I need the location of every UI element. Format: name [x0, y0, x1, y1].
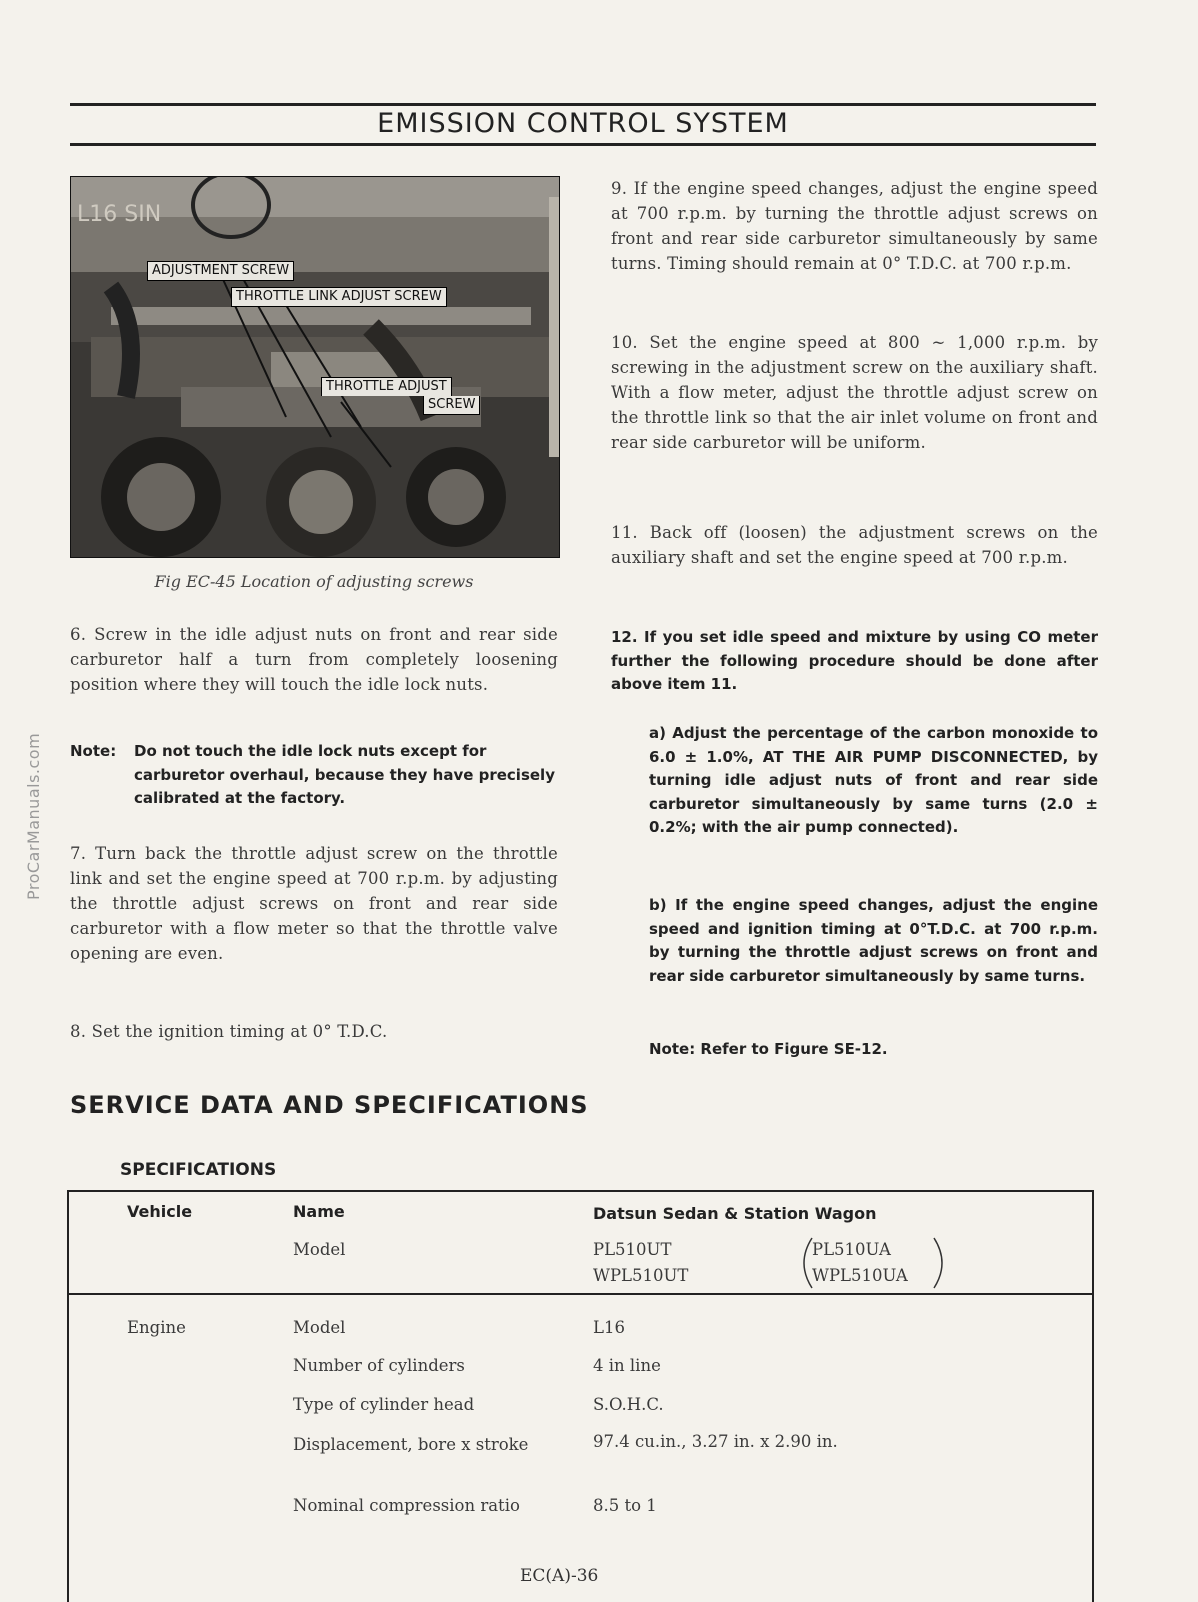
specifications-heading: SPECIFICATIONS [120, 1160, 277, 1180]
engine-row-value: 4 in line [593, 1356, 661, 1375]
carburetor-photo [71, 177, 559, 557]
model-value-b2: WPL510UA [812, 1266, 908, 1285]
figure-photo [70, 176, 560, 558]
engine-row-label: Number of cylinders [293, 1356, 465, 1375]
step-12: 12. If you set idle speed and mixture by using CO meter further the following procedure should be done after above item 11. [611, 628, 1098, 693]
engine-row-value: S.O.H.C. [593, 1395, 664, 1414]
name-value: Datsun Sedan & Station Wagon [593, 1204, 877, 1223]
step-10: 10. Set the engine speed at 800 ~ 1,000 r.p.m. by screwing in the adjustment screw on the auxiliary shaft. With a flow meter, adjust the throttle adjust screw on the throttle link so that the air inlet volume on front and rear side carburetor will be uniform. [611, 333, 1098, 452]
callout-throttle-adjust: THROTTLE ADJUST [321, 377, 452, 396]
name-label: Name [293, 1202, 345, 1221]
section-heading: SERVICE DATA AND SPECIFICATIONS [70, 1091, 589, 1119]
model-value-b1: PL510UA [812, 1240, 891, 1259]
engraving-text: L16 SIN [77, 202, 162, 227]
callout-throttle-link-adjust-screw: THROTTLE LINK ADJUST SCREW [231, 287, 447, 307]
note-refer-figure: Note: Refer to Figure SE-12. [649, 1040, 888, 1058]
page-header-title: EMISSION CONTROL SYSTEM [377, 108, 789, 139]
engine-row-label: Displacement, bore x stroke [293, 1435, 529, 1454]
engine-row-value: 8.5 to 1 [593, 1496, 657, 1515]
engine-row-label: Model [293, 1318, 346, 1337]
step-6: 6. Screw in the idle adjust nuts on front and rear side carburetor half a turn from completely loosening position where they will touch the idle lock nuts. [70, 625, 558, 694]
note-text: Do not touch the idle lock nuts except for carburetor overhaul, because they have precisely calibrated at the factory. [134, 742, 555, 807]
page-number: EC(A)-36 [520, 1566, 599, 1586]
note-label: Note: [70, 742, 117, 760]
header-rule-bottom [70, 143, 1096, 146]
header-rule-top [70, 103, 1096, 106]
figure-caption: Fig EC-45 Location of adjusting screws [154, 572, 474, 591]
model-label: Model [293, 1240, 346, 1259]
step-9: 9. If the engine speed changes, adjust the engine speed at 700 r.p.m. by turning the throttle adjust screws on front and rear side carburetor simultaneously by same turns. Timing should remain at 0° T.D.C. at 700 r.p.m. [611, 179, 1098, 273]
callout-screw: SCREW [423, 396, 480, 415]
engine-row-value: 97.4 cu.in., 3.27 in. x 2.90 in. [593, 1432, 838, 1451]
specifications-divider [67, 1293, 1093, 1295]
model-value-a1: PL510UT [593, 1240, 672, 1259]
step-8: 8. Set the ignition timing at 0° T.D.C. [70, 1022, 388, 1041]
watermark: ProCarManuals.com [24, 732, 43, 900]
engine-row-label: Type of cylinder head [293, 1395, 475, 1414]
engine-row-label: Nominal compression ratio [293, 1496, 520, 1515]
step-12b: b) If the engine speed changes, adjust the engine speed and ignition timing at 0°T.D.C. at 700 r.p.m. by turning the throttle adjust screws on front and rear side carburetor simultaneously by same turns. [649, 896, 1098, 985]
model-value-a2: WPL510UT [593, 1266, 689, 1285]
step-7: 7. Turn back the throttle adjust screw on the throttle link and set the engine speed at 700 r.p.m. by adjusting the throttle adjust screws on front and rear side carburetor with a flow meter so that the throttle valve opening are even. [70, 844, 558, 963]
step-11: 11. Back off (loosen) the adjustment screws on the auxiliary shaft and set the engine speed at 700 r.p.m. [611, 523, 1098, 567]
engine-label: Engine [127, 1318, 186, 1337]
engine-row-value: L16 [593, 1318, 625, 1337]
vehicle-label: Vehicle [127, 1202, 193, 1221]
callout-adjustment-screw: ADJUSTMENT SCREW [147, 261, 294, 281]
step-12a: a) Adjust the percentage of the carbon monoxide to 6.0 ± 1.0%, AT THE AIR PUMP DISCONNECTED, by turning idle adjust nuts of front and rear side carburetor simultaneously by same turns (2.0 ± 0.2%; with the air pump connected). [649, 724, 1098, 836]
